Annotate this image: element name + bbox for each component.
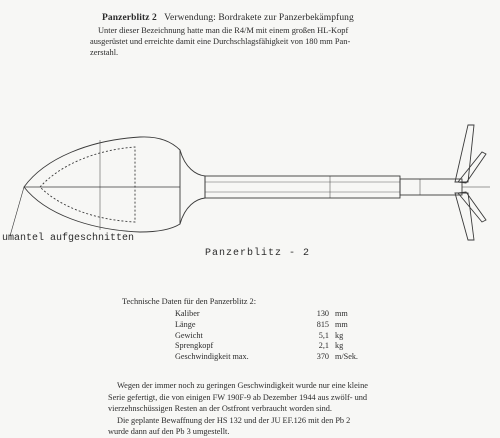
spec-value: 370 [316, 352, 329, 362]
closing-paragraph-1 [108, 380, 488, 415]
spec-unit: kg [335, 341, 344, 351]
spec-row [175, 352, 375, 363]
spec-unit: mm [335, 319, 348, 329]
intro-line: ausgerüstet und erreichte damit eine Durchschlagsfähigkeit von 180 mm Pan- [90, 37, 351, 47]
document-heading [102, 13, 354, 23]
specs-table [175, 309, 375, 363]
spec-label: Länge [175, 319, 196, 329]
spec-unit: mm [335, 309, 348, 318]
closing-line: Serie gefertigt, die von einigen FW 190F-9 ab Dezember 1944 aus zwölf- und [108, 392, 368, 402]
heading-subtitle: Verwendung: Bordrakete zur Panzerbekämpfung [164, 13, 354, 23]
tail-fins [455, 125, 486, 240]
spec-label: Sprengkopf [175, 341, 214, 351]
spec-label: Geschwindigkeit max. [175, 352, 249, 362]
closing-line: wurde dann auf den Pb 3 umgestellt. [108, 427, 230, 437]
spec-row [175, 331, 375, 342]
spec-unit: m/Sek. [335, 352, 358, 362]
spec-unit: kg [335, 330, 344, 340]
closing-line: Wegen der immer noch zu geringen Geschwindigkeit wurde nur eine kleine [117, 381, 368, 390]
spec-value: 815 [316, 319, 329, 329]
specs-title: Technische Daten für den Panzerblitz 2: [122, 297, 257, 306]
rocket-tail [400, 179, 462, 195]
heading-title: Panzerblitz 2 [102, 13, 157, 23]
rocket-body [205, 176, 400, 198]
closing-text [108, 380, 488, 438]
intro-line: zerstahl. [90, 48, 119, 58]
spec-label: Kaliber [175, 309, 200, 318]
spec-value: 2,1 [318, 341, 329, 351]
intro-line: Unter dieser Bezeichnung hatte man die R4/M mit einem großen HL-Kopf [98, 26, 349, 35]
intro-paragraph [90, 25, 390, 59]
drawing-annotation: umantel aufgeschnitten [2, 233, 135, 244]
rocket-neck [180, 150, 205, 224]
spec-value: 130 [316, 309, 329, 318]
warhead-cutaway [40, 147, 135, 222]
closing-paragraph-2 [108, 415, 488, 438]
closing-line: vierzehnschüssigen Resten an der Ostfront verbraucht worden sind. [108, 404, 332, 414]
drawing-caption: Panzerblitz - 2 [205, 248, 311, 259]
spec-label: Gewicht [175, 330, 203, 340]
spec-row [175, 341, 375, 352]
closing-line: Die geplante Bewaffnung der HS 132 und der JU EF.126 mit den Pb 2 [117, 415, 351, 425]
spec-row [175, 309, 375, 320]
spec-value: 5,1 [318, 330, 329, 340]
spec-row [175, 320, 375, 331]
